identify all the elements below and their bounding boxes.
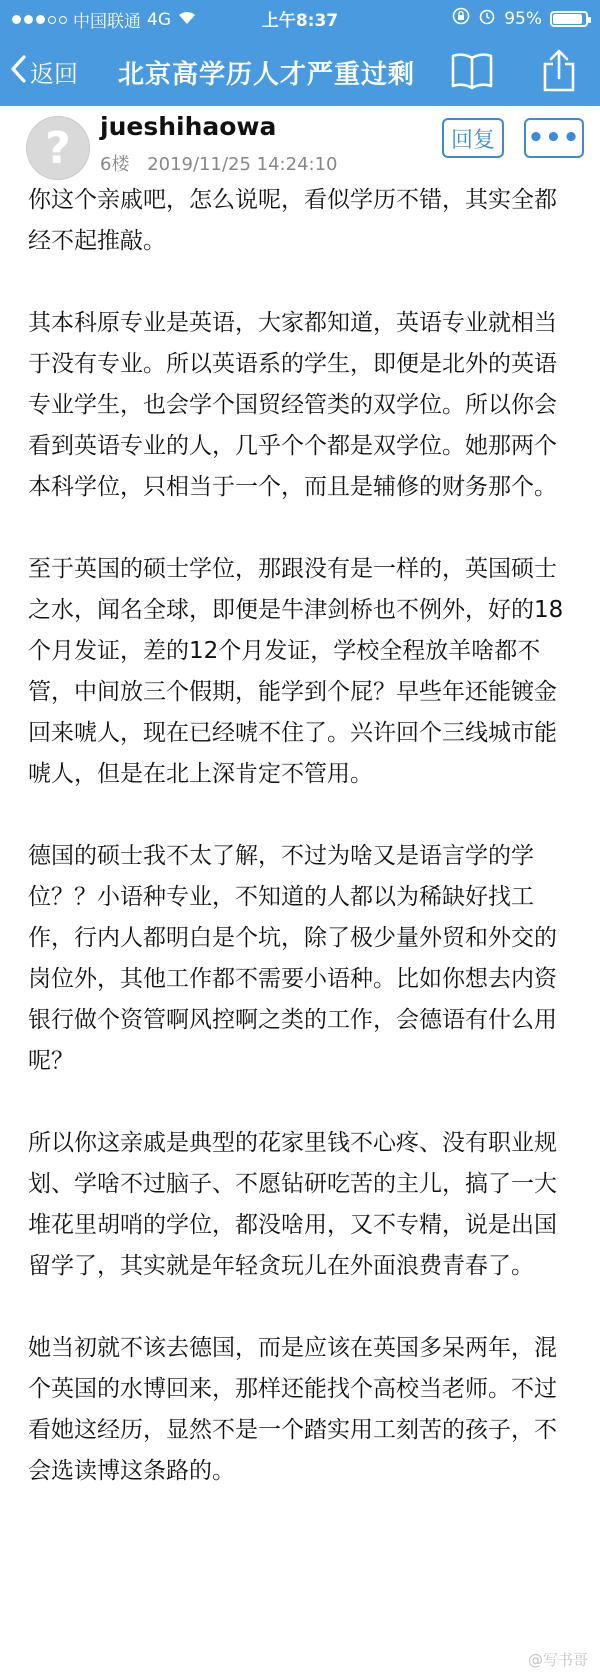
post-header (0, 106, 600, 186)
battery-icon (550, 11, 588, 27)
book-icon[interactable] (450, 52, 494, 90)
clock: 上午8:37 (261, 11, 339, 31)
back-label: 返回 (30, 60, 78, 88)
share-icon[interactable] (540, 48, 578, 92)
back-button[interactable] (10, 54, 78, 89)
top-bar (0, 0, 600, 106)
status-bar (0, 0, 600, 40)
battery-percent: 95% (504, 8, 542, 29)
post-meta (100, 150, 350, 176)
paragraph: 她当初就不该去德国，而是应该在英国多呆两年，混个英国的水博回来，那样还能找个高校当老师。不过看她这经历，显然不是一个踏实用工刻苦的孩子，不会选读博这条路的。 (28, 1335, 557, 1484)
avatar[interactable]: ? (26, 116, 90, 180)
reply-button[interactable]: 回复 (442, 118, 504, 158)
more-button[interactable]: ••• (524, 118, 584, 158)
network-type: 4G (147, 9, 171, 30)
lock-rotation-icon (452, 7, 470, 30)
paragraph: 其本科原专业是英语，大家都知道，英语专业就相当于没有专业。所以英语系的学生，即便是北外的英语专业学生，也会学个国贸经管类的双学位。所以你会看到英语专业的人，几乎个个都是双学位。她那两个本科学位，只相当于一个，而且是辅修的财务那个。 (28, 310, 557, 500)
nav-bar (0, 40, 600, 106)
status-right (452, 7, 588, 30)
post-timestamp: 2019/11/25 14:24:10 (147, 154, 338, 175)
watermark: @写书哥 (527, 1651, 588, 1669)
page-title: 北京高学历人才严重过剩 (118, 60, 416, 90)
paragraph: 至于英国的硕士学位，那跟没有是一样的，英国硕士之水，闻名全球，即便是牛津剑桥也不例外，好的18个月发证，差的12个月发证，学校全程放羊啥都不管，中间放三个假期，能学到个屁？早些年还能镀金回来唬人，现在已经唬不住了。兴许回个三线城市能唬人，但是在北上深肯定不管用。 (28, 556, 564, 787)
floor-number: 6楼 (100, 154, 130, 175)
paragraph: 你这个亲戚吧，怎么说呢，看似学历不错，其实全都经不起推敲。 (28, 187, 557, 254)
carrier-name: 中国联通 (73, 12, 141, 32)
post-content (28, 180, 576, 1533)
paragraph: 德国的硕士我不太了解，不过为啥又是语言学的学位？？小语种专业，不知道的人都以为稀缺好找工作，行内人都明白是个坑，除了极少量外贸和外交的岗位外，其他工作都不需要小语种。比如你想去内资银行做个资管啊风控啊之类的工作，会德语有什么用呢？ (28, 843, 557, 1074)
alarm-icon (478, 7, 496, 30)
paragraph: 所以你这亲戚是典型的花家里钱不心疼、没有职业规划、学啥不过脑子、不愿钻研吃苦的主儿，搞了一大堆花里胡哨的学位，都没啥用，又不专精，说是出国留学了，其实就是年轻贪玩儿在外面浪费青春了。 (28, 1130, 557, 1279)
username[interactable]: jueshihaowa (100, 112, 277, 141)
chevron-left-icon (10, 55, 26, 89)
